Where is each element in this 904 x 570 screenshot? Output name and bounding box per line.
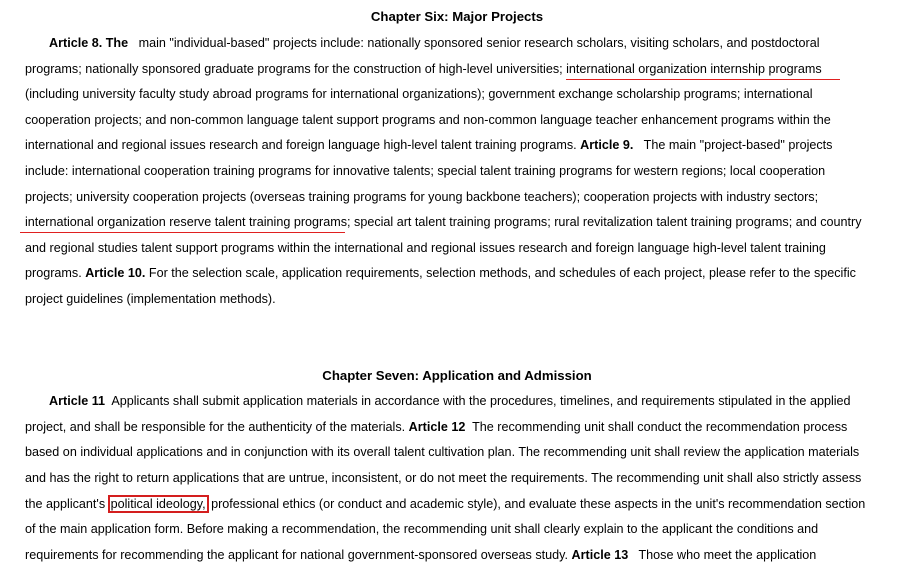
paragraph-line: project guidelines (implementation methods). [25,292,276,306]
paragraph-line [25,213,862,231]
paragraph-line: and has the right to return applications that are untrue, inconsistent, or do not meet the requirements. The recommending unit shall also strictly assess [25,471,862,485]
paragraph-line [49,34,820,52]
paragraph-line: projects; university cooperation projects (overseas training programs for young backbone teachers); cooperation projects with industry sectors; [25,190,819,204]
text-span: international and regional issues research and foreign language high-level talent training programs. [25,138,581,152]
paragraph-line: based on individual applications and in conjunction with its overall talent cultivation plan. The recommending unit shall review the application materials [25,445,860,459]
text-span: For the selection scale, application requirements, selection methods, and schedules of each project, please refer to the specific [145,266,856,280]
text-span: project, and shall be responsible for the authenticity of the materials. [25,420,409,434]
article-13-label: Article 13 [571,548,629,562]
red-underline-annotation [20,232,345,233]
text-span: Applicants shall submit application materials in accordance with the procedures, timelines, and requirements stipulated in the applied [105,394,851,408]
paragraph-line [49,392,851,410]
paragraph-line: cooperation projects; and non-common language talent support programs and non-common language teacher enhancement programs within the [25,113,831,127]
paragraph-line: include: international cooperation training programs for innovative talents; special talent training programs for western regions; local cooperation [25,164,826,178]
paragraph-line [25,60,822,78]
text-span: programs; nationally sponsored graduate programs for the construction of high-level universities; [25,62,567,76]
text-span: programs. [25,266,86,280]
text-span: requirements for recommending the applicant for national government-sponsored overseas study. [25,548,572,562]
article-8-label: Article 8. The [49,36,129,50]
text-span: ; special art talent training programs; rural revitalization talent training programs; and country [347,215,862,229]
article-11-label: Article 11 [49,394,106,408]
text-span: main "individual-based" projects include: nationally sponsored senior research scholars, visiting scholars, and postdoctoral [128,36,820,50]
paragraph-line [25,495,865,513]
paragraph-line: of the main application form. Before making a recommendation, the recommending unit shall clearly explain to the applicant the conditions and [25,522,819,536]
paragraph-line [25,264,856,282]
highlight-underline-internship: international organization internship programs [566,62,822,76]
chapter-six-title: Chapter Six: Major Projects [370,9,544,24]
red-underline-annotation [566,79,840,80]
paragraph-line: and regional studies talent support programs within the international and regional issues research and foreign language high-level talent training [25,241,826,255]
paragraph-line [25,418,847,436]
paragraph-line: (including university faculty study abroad programs for international organizations); government exchange scholarship programs; international [25,87,813,101]
chapter-seven-title: Chapter Seven: Application and Admission [322,368,592,383]
highlight-box-political-ideology: political ideology, [108,495,209,513]
article-12-label: Article 12 [408,420,466,434]
article-10-label: Article 10. [85,266,146,280]
text-span: The recommending unit shall conduct the recommendation process [465,420,848,434]
highlight-underline-reserve-talent: international organization reserve talent training programs [25,215,348,229]
text-span: Those who meet the application [628,548,817,562]
paragraph-line [25,546,816,564]
article-9-label: Article 9. [580,138,634,152]
text-span: the applicant's [25,497,109,511]
text-span: The main "project-based" projects [633,138,833,152]
text-span: professional ethics (or conduct and academic style), and evaluate these aspects in the unit's recommendation section [207,497,866,511]
paragraph-line [25,136,832,154]
